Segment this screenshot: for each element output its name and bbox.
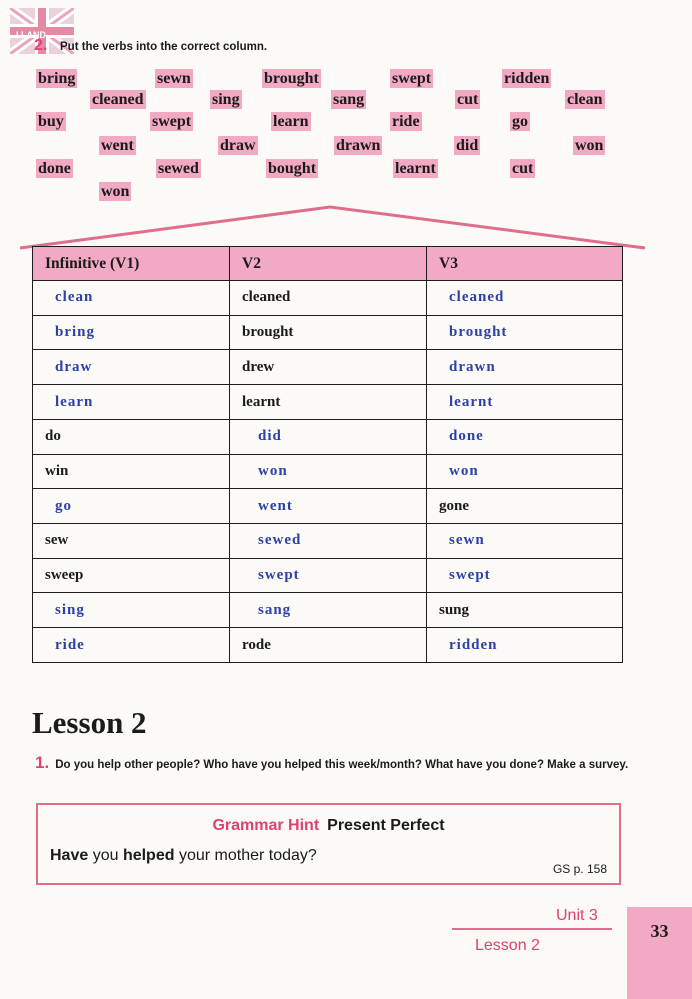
example-part: Have bbox=[50, 847, 89, 864]
table-row bbox=[33, 628, 623, 663]
handwritten-answer: clean bbox=[33, 281, 230, 316]
handwritten-answer: go bbox=[33, 489, 230, 524]
verb-chip: clean bbox=[567, 91, 603, 108]
footer-divider bbox=[452, 928, 612, 930]
handwritten-answer: done bbox=[427, 419, 623, 454]
verb-chip: swept bbox=[152, 113, 192, 130]
verb-chip: won bbox=[575, 137, 604, 154]
verb-chip: sewed bbox=[158, 160, 199, 177]
verb-chip: went bbox=[101, 137, 134, 154]
exercise-text: Do you help other people? Who have you helped this week/month? What have you done? Make a survey. bbox=[55, 759, 629, 771]
handwritten-answer: brought bbox=[427, 315, 623, 350]
verb-chip: done bbox=[38, 160, 71, 177]
handwritten-answer: bring bbox=[33, 315, 230, 350]
handwritten-answer: ride bbox=[33, 628, 230, 663]
handwritten-answer: drawn bbox=[427, 350, 623, 385]
grammar-hint-heading bbox=[38, 817, 619, 835]
printed-verb: rode bbox=[230, 628, 427, 663]
page-number: 33 bbox=[650, 921, 669, 941]
grammar-hint-topic: Present Perfect bbox=[327, 817, 445, 834]
printed-verb: sung bbox=[427, 593, 623, 628]
printed-verb: learnt bbox=[230, 385, 427, 420]
verb-chip: cut bbox=[512, 160, 534, 177]
verb-chip: cut bbox=[457, 91, 479, 108]
verb-chip: sewn bbox=[157, 70, 191, 87]
table-header-row bbox=[33, 247, 623, 281]
example-part: your mother today? bbox=[174, 847, 317, 864]
table-row bbox=[33, 315, 623, 350]
handwritten-answer: won bbox=[230, 454, 427, 489]
handwritten-answer: won bbox=[427, 454, 623, 489]
table-row bbox=[33, 593, 623, 628]
handwritten-answer: draw bbox=[33, 350, 230, 385]
table-row bbox=[33, 385, 623, 420]
grammar-hint-label: Grammar Hint bbox=[212, 817, 320, 834]
printed-verb: cleaned bbox=[230, 281, 427, 316]
grammar-reference: GS p. 158 bbox=[552, 862, 607, 876]
handwritten-answer: learnt bbox=[427, 385, 623, 420]
footer-unit: Unit 3 bbox=[556, 907, 598, 924]
printed-verb: win bbox=[33, 454, 230, 489]
example-part: you bbox=[88, 847, 123, 864]
exercise-number: 1. bbox=[35, 753, 50, 772]
verb-chip: sang bbox=[333, 91, 365, 108]
verb-chip: swept bbox=[392, 70, 432, 87]
table-row bbox=[33, 454, 623, 489]
verb-chip: ridden bbox=[504, 70, 550, 87]
handwritten-answer: swept bbox=[230, 558, 427, 593]
handwritten-answer: sang bbox=[230, 593, 427, 628]
lesson-title: Lesson 2 bbox=[32, 705, 147, 740]
table-row bbox=[33, 524, 623, 559]
verb-chip: bought bbox=[268, 160, 317, 177]
handwritten-answer: went bbox=[230, 489, 427, 524]
handwritten-answer: sing bbox=[33, 593, 230, 628]
verb-chip: did bbox=[456, 137, 479, 154]
printed-verb: brought bbox=[230, 315, 427, 350]
handwritten-answer: sewn bbox=[427, 524, 623, 559]
exercise-instruction: Put the verbs into the correct column. bbox=[60, 41, 268, 53]
handwritten-answer: ridden bbox=[427, 628, 623, 663]
verb-table-body bbox=[33, 281, 623, 663]
handwritten-answer: learn bbox=[33, 385, 230, 420]
page-number-tab bbox=[627, 907, 692, 999]
printed-verb: do bbox=[33, 419, 230, 454]
footer-lesson: Lesson 2 bbox=[475, 937, 540, 954]
verb-chip: learnt bbox=[395, 160, 436, 177]
verb-chip: buy bbox=[38, 113, 64, 130]
verb-chip: bring bbox=[38, 70, 76, 87]
verb-chip: won bbox=[101, 183, 130, 200]
verb-forms-table bbox=[32, 246, 623, 663]
table-row bbox=[33, 558, 623, 593]
printed-verb: sweep bbox=[33, 558, 230, 593]
column-header-v3: V3 bbox=[427, 247, 623, 281]
handwritten-answer: did bbox=[230, 419, 427, 454]
column-header-v2: V2 bbox=[230, 247, 427, 281]
handwritten-answer: swept bbox=[427, 558, 623, 593]
table-row bbox=[33, 350, 623, 385]
table-row bbox=[33, 489, 623, 524]
column-header-v1: Infinitive (V1) bbox=[33, 247, 230, 281]
verb-chip: learn bbox=[273, 113, 309, 130]
verb-chip: ride bbox=[392, 113, 420, 130]
exercise-1 bbox=[35, 755, 630, 773]
verb-chip: go bbox=[512, 113, 528, 130]
verb-chip: drawn bbox=[336, 137, 381, 154]
exercise-number: 2. bbox=[34, 37, 48, 54]
printed-verb: gone bbox=[427, 489, 623, 524]
table-row bbox=[33, 419, 623, 454]
handwritten-answer: cleaned bbox=[427, 281, 623, 316]
logo-text: I LAND bbox=[16, 30, 46, 40]
printed-verb: drew bbox=[230, 350, 427, 385]
example-part: helped bbox=[122, 847, 175, 864]
verb-chip: brought bbox=[264, 70, 319, 87]
verb-chip: cleaned bbox=[92, 91, 144, 108]
grammar-hint-example bbox=[50, 847, 317, 865]
verb-chip: draw bbox=[220, 137, 256, 154]
printed-verb: sew bbox=[33, 524, 230, 559]
verb-chip: sing bbox=[212, 91, 240, 108]
handwritten-answer: sewed bbox=[230, 524, 427, 559]
grammar-hint-box bbox=[36, 803, 621, 885]
table-row bbox=[33, 281, 623, 316]
